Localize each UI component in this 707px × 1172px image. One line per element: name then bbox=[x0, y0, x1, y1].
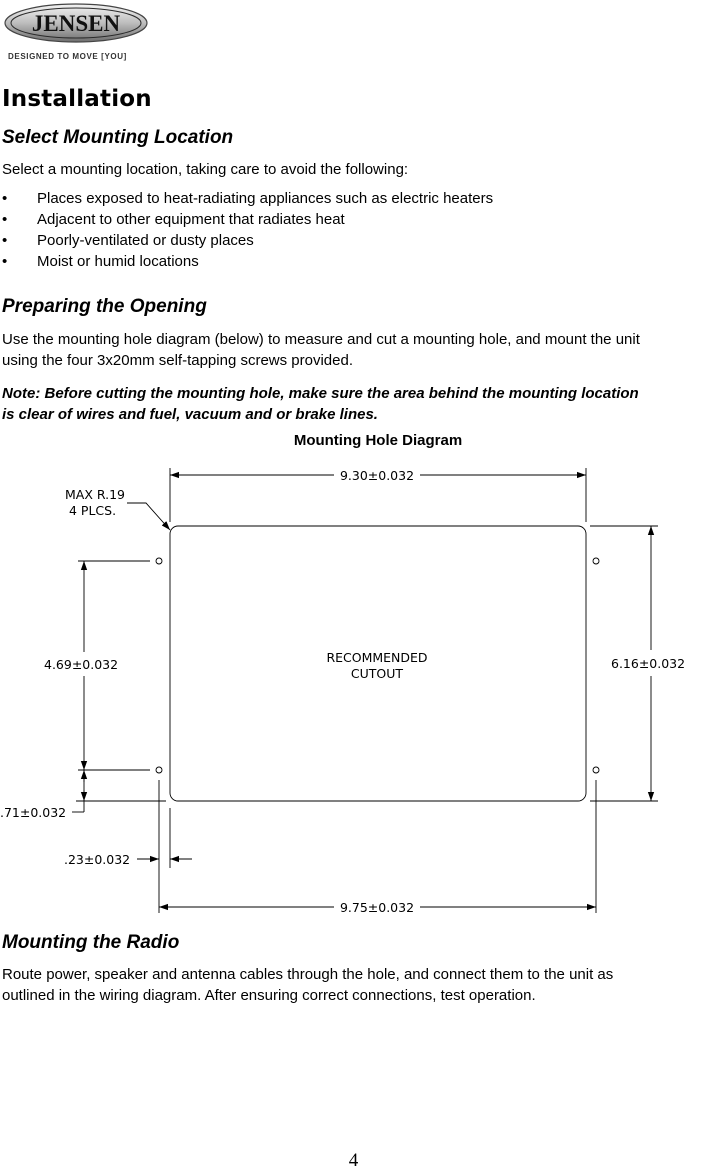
radius-note-line2: 4 PLCS. bbox=[69, 503, 117, 518]
bullet: • bbox=[2, 253, 8, 270]
dim-bottom-width: 9.75±0.032 bbox=[339, 900, 415, 915]
diagram-caption: Mounting Hole Diagram bbox=[293, 432, 463, 449]
page-number: 4 bbox=[348, 1150, 359, 1171]
bullet: • bbox=[2, 190, 8, 207]
avoid-list bbox=[2, 188, 493, 272]
heading-mounting-radio: Mounting the Radio bbox=[2, 932, 180, 953]
list-item: • Adjacent to other equipment that radiates heat bbox=[2, 211, 345, 228]
cutout-label-line2: CUTOUT bbox=[350, 666, 404, 681]
screw-hole bbox=[156, 558, 162, 564]
page-title: Installation bbox=[2, 86, 152, 112]
dim-bottom-offset: .71±0.032 bbox=[0, 805, 67, 820]
location-intro: Select a mounting location, taking care to avoid the following: bbox=[2, 161, 409, 178]
dim-top-width: 9.30±0.032 bbox=[339, 468, 415, 483]
logo-tagline: DESIGNED TO MOVE [YOU] bbox=[8, 52, 127, 61]
dim-side-offset: .23±0.032 bbox=[64, 852, 131, 867]
jensen-logo bbox=[4, 2, 154, 64]
screw-hole bbox=[156, 767, 162, 773]
opening-note: Note: Before cutting the mounting hole, make sure the area behind the mounting location is clear of wires and fuel, vacuum and or brake lines. bbox=[2, 385, 639, 423]
bullet: • bbox=[2, 211, 8, 228]
logo-wordmark: JENSEN bbox=[31, 11, 121, 36]
list-item: • Poorly-ventilated or dusty places bbox=[2, 232, 254, 249]
radius-note-line1: MAX R.19 bbox=[65, 487, 125, 502]
bullet: • bbox=[2, 232, 8, 249]
dim-left-height: 4.69±0.032 bbox=[44, 657, 119, 672]
list-item: • Places exposed to heat-radiating appliances such as electric heaters bbox=[2, 190, 494, 207]
cutout-label-line1: RECOMMENDED bbox=[326, 650, 428, 665]
screw-hole bbox=[593, 558, 599, 564]
screw-hole bbox=[593, 767, 599, 773]
mounting-hole-diagram bbox=[0, 455, 707, 925]
dim-right-height: 6.16±0.032 bbox=[611, 656, 686, 671]
list-item: • Moist or humid locations bbox=[2, 253, 199, 270]
opening-text: Use the mounting hole diagram (below) to measure and cut a mounting hole, and mount the unit using the four 3x20mm self-tapping screws provided. bbox=[2, 331, 640, 369]
heading-select-location: Select Mounting Location bbox=[2, 127, 234, 148]
radio-text: Route power, speaker and antenna cables through the hole, and connect them to the unit as outlined in the wiring diagram. After ensuring correct connections, test operation. bbox=[2, 966, 614, 1004]
heading-preparing-opening: Preparing the Opening bbox=[2, 296, 207, 317]
